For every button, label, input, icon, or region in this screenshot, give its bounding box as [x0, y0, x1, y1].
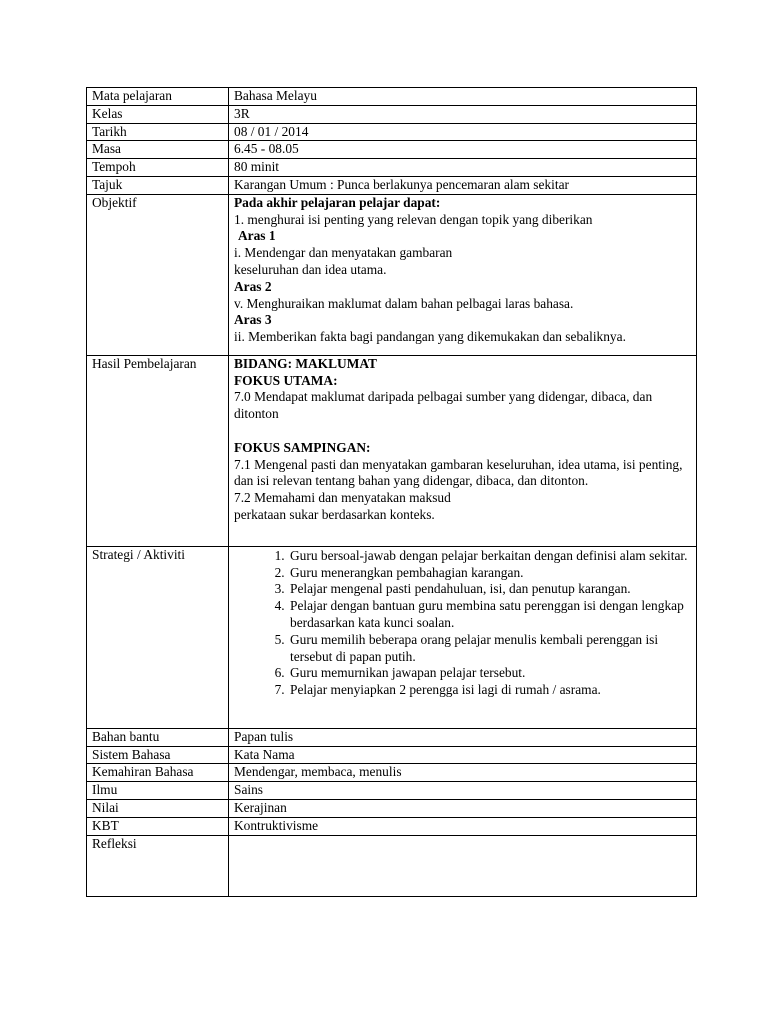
row-bahan-bantu — [87, 728, 697, 746]
strategi-list — [234, 548, 691, 699]
aras-2-title: Aras 2 — [234, 278, 272, 294]
label-refleksi: Refleksi — [87, 835, 229, 896]
label-kelas: Kelas — [87, 105, 229, 123]
fokus-utama-text: 7.0 Mendapat maklumat daripada pelbagai sumber yang didengar, dibaca, dan ditonton — [234, 389, 653, 422]
row-kbt — [87, 817, 697, 835]
label-tarikh: Tarikh — [87, 123, 229, 141]
fokus-sampingan-heading: FOKUS SAMPINGAN: — [234, 439, 371, 455]
label-kbt: KBT — [87, 817, 229, 835]
label-objektif: Objektif — [87, 194, 229, 355]
value-tarikh: 08 / 01 / 2014 — [229, 123, 697, 141]
value-objektif — [229, 194, 697, 355]
value-nilai: Kerajinan — [229, 799, 697, 817]
objektif-heading: Pada akhir pelajaran pelajar dapat: — [234, 194, 441, 210]
list-item: 7. Pelajar menyiapkan 2 perengga isi lagi di rumah / asrama. — [288, 682, 691, 699]
row-tarikh — [87, 123, 697, 141]
row-kelas — [87, 105, 697, 123]
fokus-sampingan-7-2-line-1: 7.2 Memahami dan menyatakan maksud — [234, 490, 451, 506]
row-tajuk — [87, 176, 697, 194]
aras-2-text: v. Menghuraikan maklumat dalam bahan pelbagai laras bahasa. — [234, 295, 574, 311]
aras-1-line-1: i. Mendengar dan menyatakan gambaran — [234, 245, 453, 261]
fokus-utama-heading: FOKUS UTAMA: — [234, 372, 338, 388]
list-item: 5. Guru memilih beberapa orang pelajar menulis kembali perenggan isi tersebut di papan putih. — [288, 632, 691, 666]
label-kemahiran-bahasa: Kemahiran Bahasa — [87, 764, 229, 782]
value-hasil-pembelajaran — [229, 355, 697, 546]
row-strategi-aktiviti — [87, 546, 697, 728]
value-strategi-aktiviti — [229, 546, 697, 728]
list-item: 2. Guru menerangkan pembahagian karangan. — [288, 565, 691, 582]
row-kemahiran-bahasa — [87, 764, 697, 782]
value-ilmu: Sains — [229, 782, 697, 800]
value-mata-pelajaran: Bahasa Melayu — [229, 88, 697, 106]
row-hasil-pembelajaran — [87, 355, 697, 546]
label-nilai: Nilai — [87, 799, 229, 817]
label-tajuk: Tajuk — [87, 176, 229, 194]
value-kemahiran-bahasa: Mendengar, membaca, menulis — [229, 764, 697, 782]
value-sistem-bahasa: Kata Nama — [229, 746, 697, 764]
aras-1-line-2: keseluruhan dan idea utama. — [234, 261, 387, 277]
list-item: 1. Guru bersoal-jawab dengan pelajar berkaitan dengan definisi alam sekitar. — [288, 548, 691, 565]
aras-3-text: ii. Memberikan fakta bagi pandangan yang dikemukakan dan sebaliknya. — [234, 329, 626, 345]
row-refleksi — [87, 835, 697, 896]
row-ilmu — [87, 782, 697, 800]
value-tajuk: Karangan Umum : Punca berlakunya pencemaran alam sekitar — [229, 176, 697, 194]
label-strategi-aktiviti: Strategi / Aktiviti — [87, 546, 229, 728]
value-refleksi — [229, 835, 697, 896]
value-bahan-bantu: Papan tulis — [229, 728, 697, 746]
label-tempoh: Tempoh — [87, 159, 229, 177]
value-kelas: 3R — [229, 105, 697, 123]
label-hasil-pembelajaran: Hasil Pembelajaran — [87, 355, 229, 546]
list-item: 6. Guru memurnikan jawapan pelajar tersebut. — [288, 665, 691, 682]
bidang-heading: BIDANG: MAKLUMAT — [234, 355, 377, 371]
list-item: 4. Pelajar dengan bantuan guru membina satu perenggan isi dengan lengkap berdasarkan kata kunci soalan. — [288, 598, 691, 632]
objektif-item-1: 1. menghurai isi penting yang relevan dengan topik yang diberikan — [234, 211, 593, 227]
row-nilai — [87, 799, 697, 817]
label-bahan-bantu: Bahan bantu — [87, 728, 229, 746]
lesson-plan-table — [86, 87, 697, 897]
list-item: 3. Pelajar mengenal pasti pendahuluan, isi, dan penutup karangan. — [288, 581, 691, 598]
row-sistem-bahasa — [87, 746, 697, 764]
label-ilmu: Ilmu — [87, 782, 229, 800]
label-masa: Masa — [87, 141, 229, 159]
row-mata-pelajaran — [87, 88, 697, 106]
row-objektif — [87, 194, 697, 355]
fokus-sampingan-7-2-line-2: perkataan sukar berdasarkan konteks. — [234, 506, 435, 522]
label-mata-pelajaran: Mata pelajaran — [87, 88, 229, 106]
row-tempoh — [87, 159, 697, 177]
spacer — [234, 423, 691, 440]
value-kbt: Kontruktivisme — [229, 817, 697, 835]
label-sistem-bahasa: Sistem Bahasa — [87, 746, 229, 764]
row-masa — [87, 141, 697, 159]
aras-3-title: Aras 3 — [234, 312, 272, 328]
fokus-sampingan-7-1: 7.1 Mengenal pasti dan menyatakan gambaran keseluruhan, idea utama, isi penting, dan isi relevan tentang bahan yang didengar, dibaca, dan ditonton. — [234, 456, 683, 489]
value-masa: 6.45 - 08.05 — [229, 141, 697, 159]
value-tempoh: 80 minit — [229, 159, 697, 177]
aras-1-title: Aras 1 — [238, 228, 276, 244]
